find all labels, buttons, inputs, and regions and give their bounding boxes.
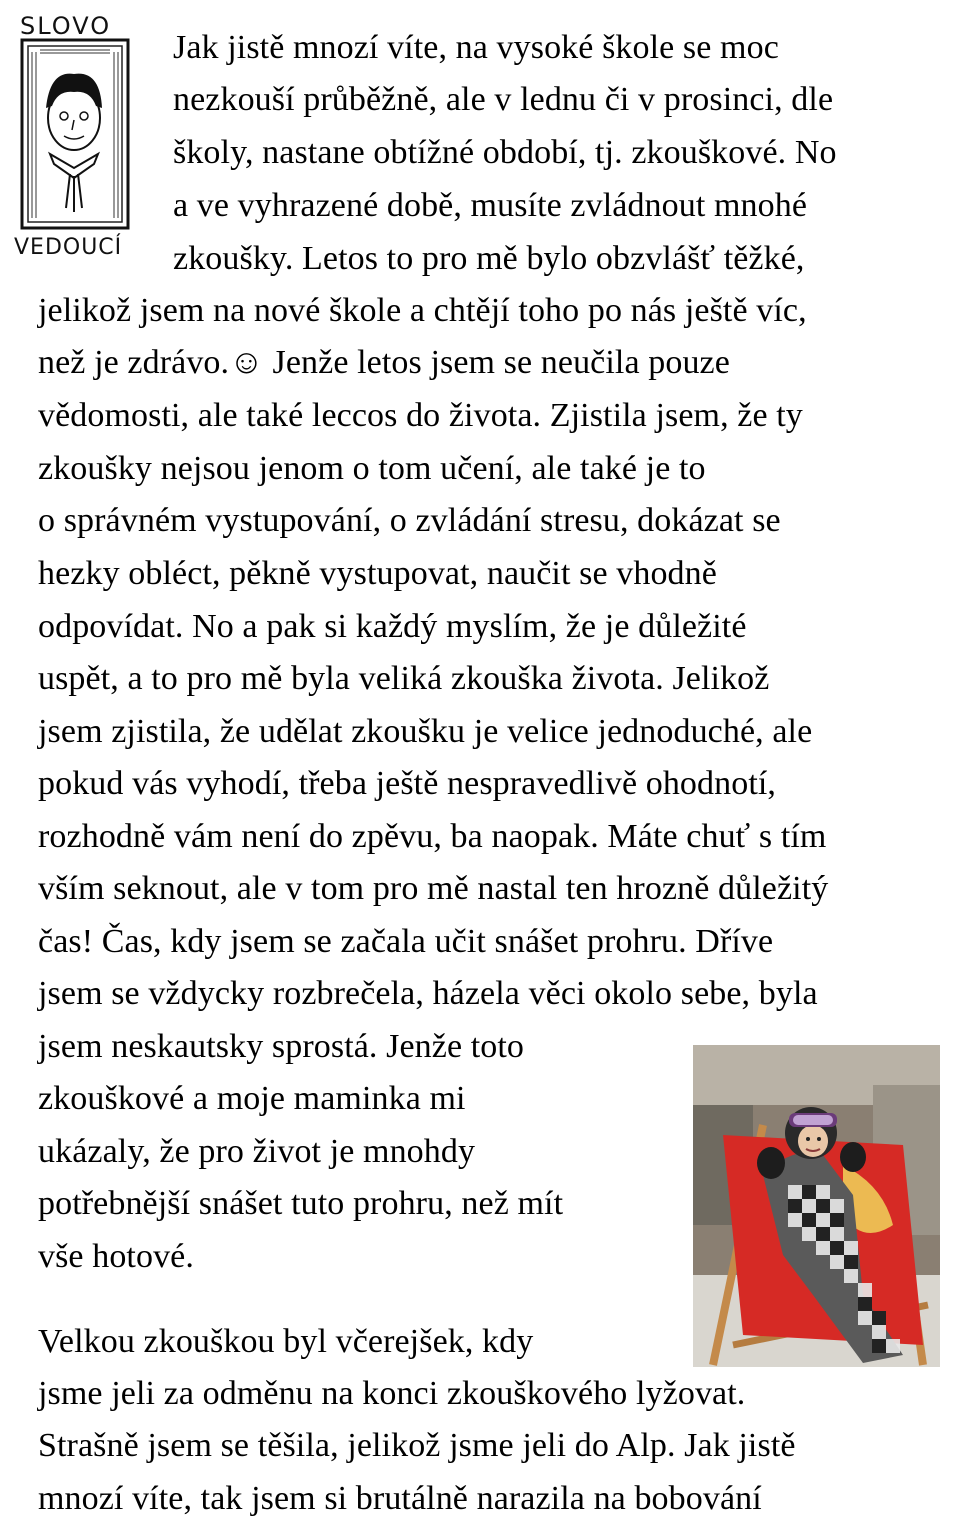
text-line: Velkou zkouškou byl včerejšek, kdy [38,1323,534,1360]
text-line: uspět, a to pro mě byla veliká zkouška života. Jelikož [38,660,770,697]
slovo-vedouci-logo [10,8,140,258]
text-line: zkouškové a moje maminka mi [38,1080,466,1117]
text-line: čas! Čas, kdy jsem se začala učit snášet prohru. Dříve [38,923,774,960]
text-line: jsem zjistila, že udělat zkoušku je velice jednoduché, ale [38,713,813,750]
photo-skier-deck-chair [693,1045,940,1367]
text-line: jsme jeli za odměnu na konci zkouškového lyžovat. [38,1375,746,1412]
text-line: zkoušky nejsou jenom o tom učení, ale také je to [38,450,706,487]
text-line: o správném vystupování, o zvládání stresu, dokázat se [38,502,781,539]
text-line: vše hotové. [38,1238,194,1275]
text-line: nezkouší průběžně, ale v lednu či v prosinci, dle [173,81,834,118]
text-line: odpovídat. No a pak si každý myslím, že je důležité [38,608,747,645]
text-line: školy, nastane obtížné období, tj. zkouškové. No [173,134,837,171]
text-line: než je zdrávo.☺ Jenže letos jsem se neučila pouze [38,344,730,381]
text-line: vědomosti, ale také leccos do života. Zjistila jsem, že ty [38,397,803,434]
text-line: jelikož jsem na nové škole a chtějí toho po nás ještě víc, [38,292,807,329]
text-line: Jak jistě mnozí víte, na vysoké škole se moc [173,29,779,66]
text-line: jsem neskautsky sprostá. Jenže toto [38,1028,525,1065]
text-line: jsem se vždycky rozbrečela, házela věci okolo sebe, byla [38,975,818,1012]
text-line: a ve vyhrazené době, musíte zvládnout mnohé [173,187,808,224]
logo-bottom-text: VEDOUCÍ [14,235,123,258]
logo-top-text: SLOVO [20,12,112,40]
text-line: rozhodně vám není do zpěvu, ba naopak. Máte chuť s tím [38,818,827,855]
text-line: zkoušky. Letos to pro mě bylo obzvlášť těžké, [173,240,805,277]
text-line: mnozí víte, tak jsem si brutálně narazila na bobování [38,1480,762,1517]
text-line: ukázaly, že pro život je mnohdy [38,1133,476,1170]
text-line: hezky obléct, pěkně vystupovat, naučit se vhodně [38,555,717,592]
text-line: vším seknout, ale v tom pro mě nastal ten hrozně důležitý [38,870,829,907]
text-line: potřebnější snášet tuto prohru, než mít [38,1185,564,1222]
text-line: Strašně jsem se těšila, jelikož jsme jeli do Alp. Jak jistě [38,1427,796,1464]
text-line: pokud vás vyhodí, třeba ještě nespravedlivě ohodnotí, [38,765,777,802]
